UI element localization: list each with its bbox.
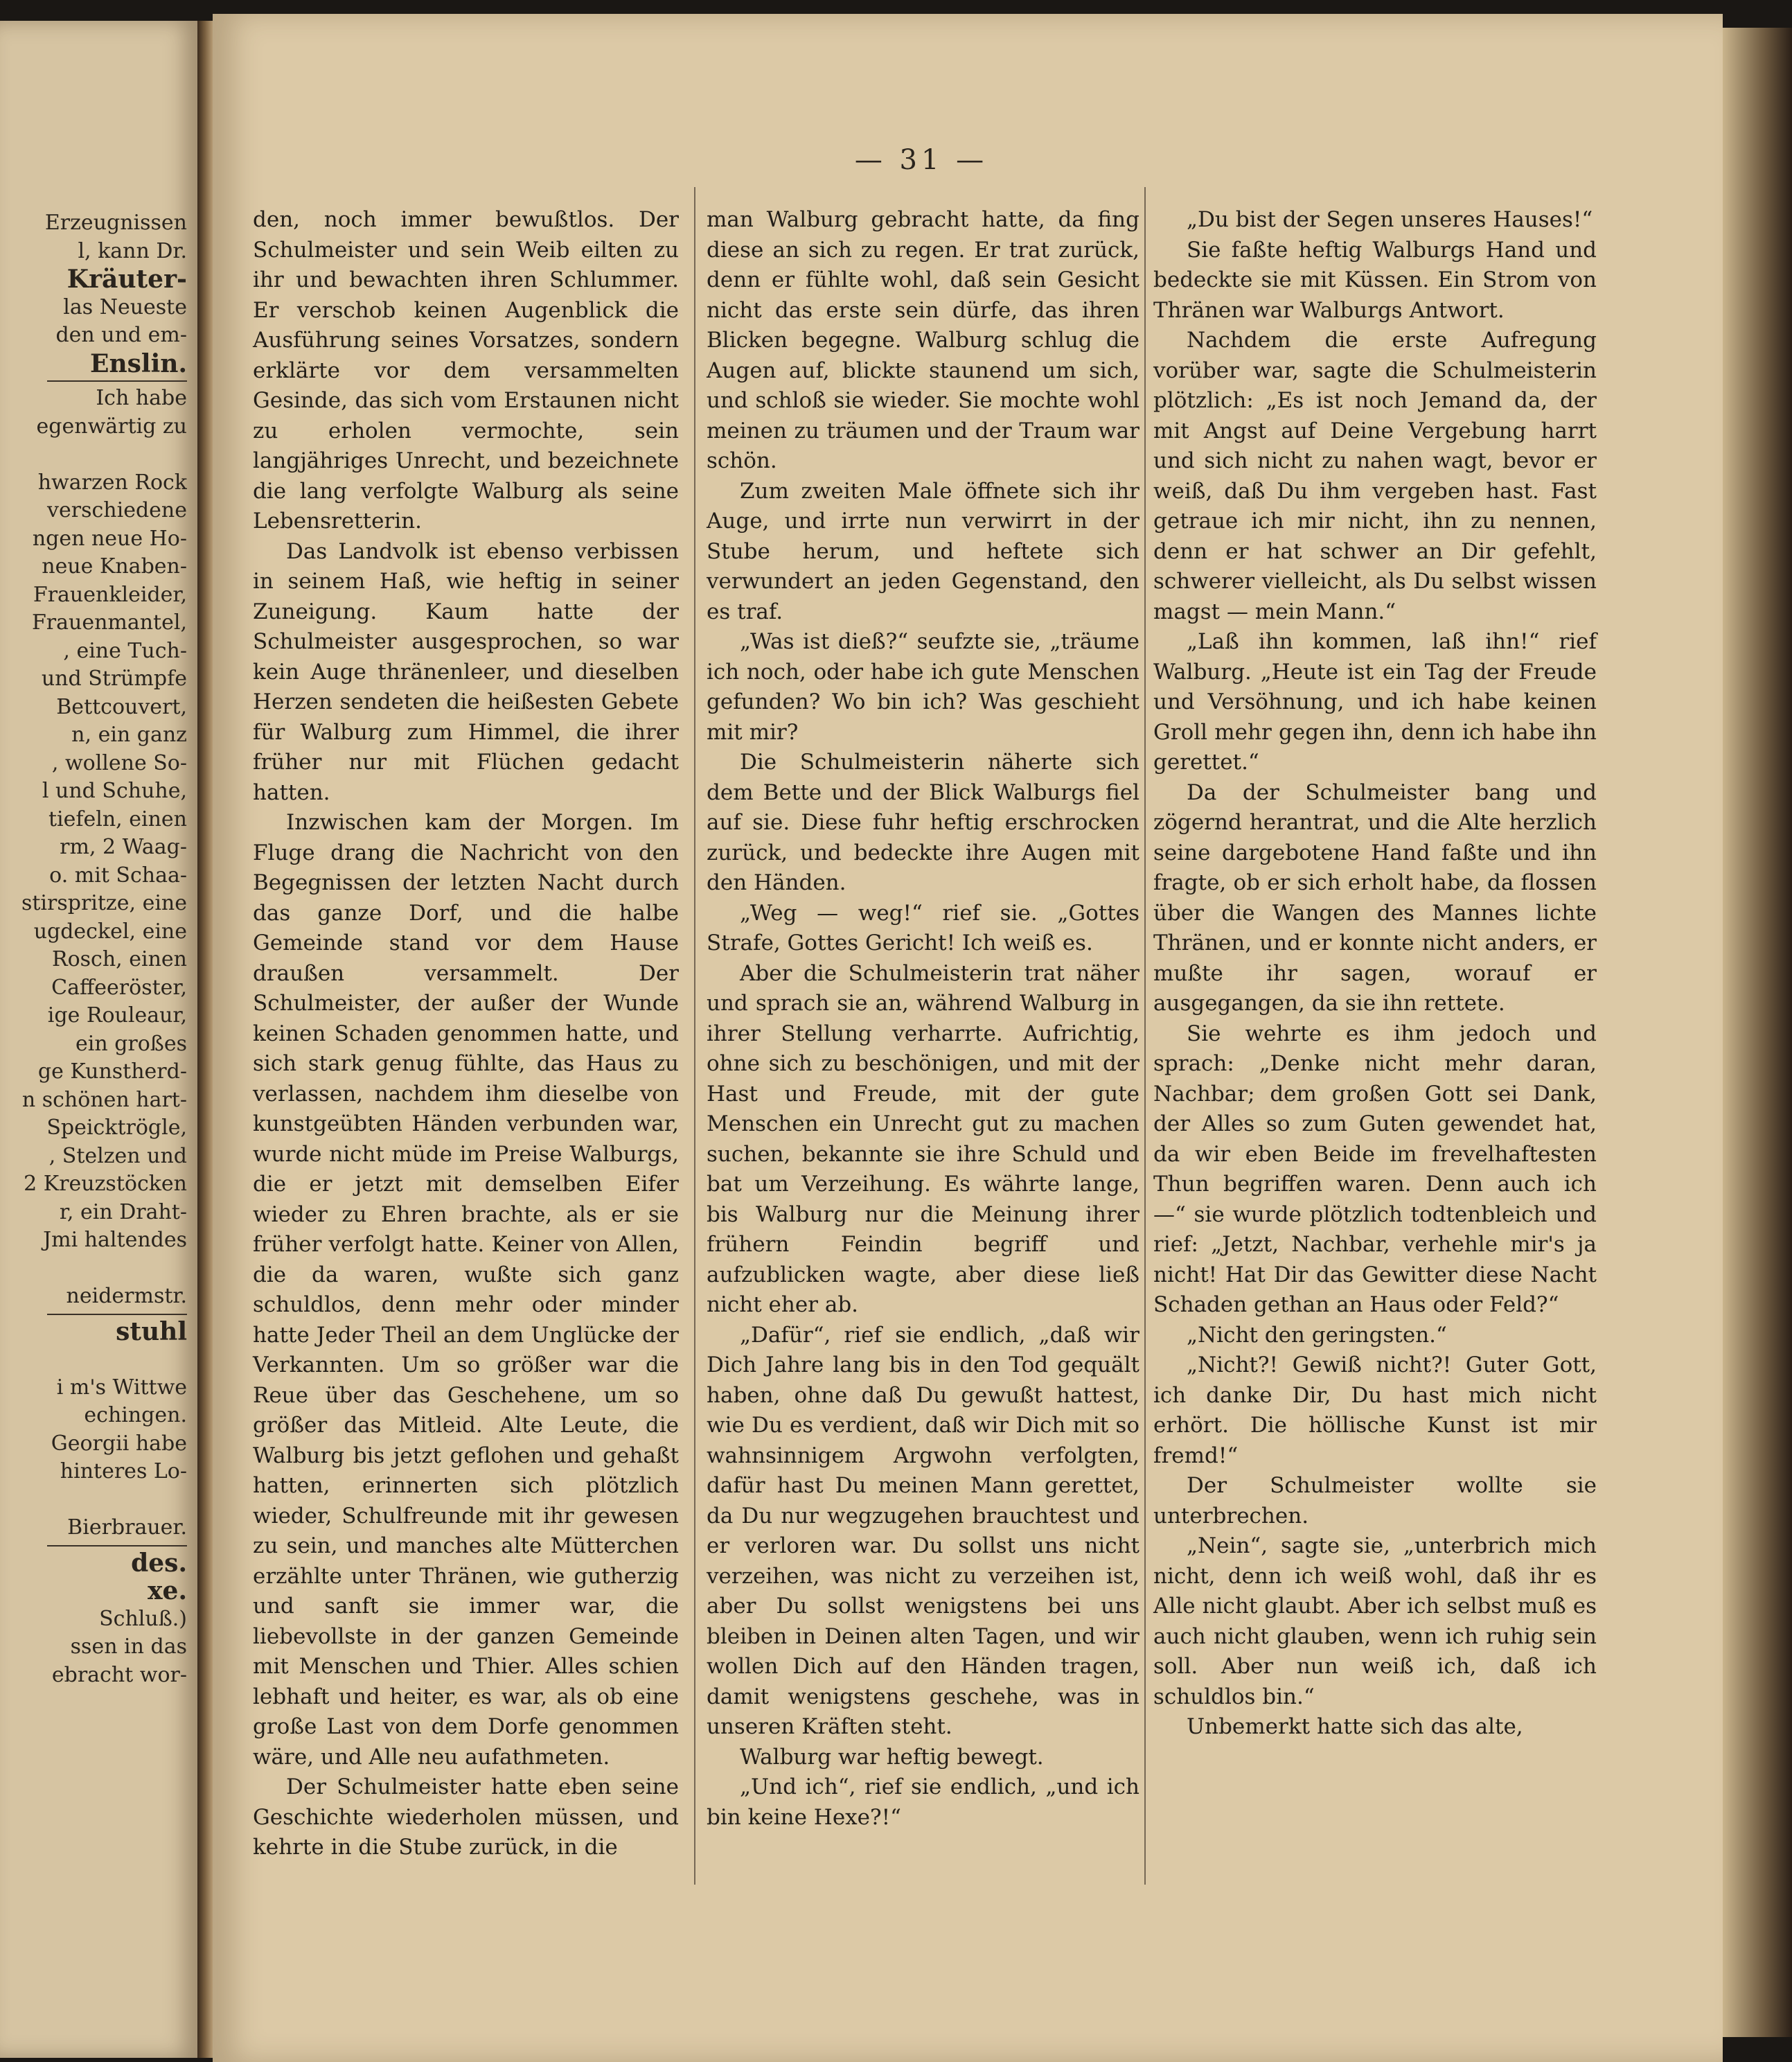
fragment-line: des. [131,1549,187,1577]
book-edge [1723,28,1792,2037]
fragment-line: Frauenmantel, [31,610,187,635]
paragraph: „Nicht den geringsten.“ [1187,1322,1447,1348]
paragraph: „Weg — weg!“ rief sie. „Gottes Strafe, Gottes Gericht! Ich weiß es. [707,900,1139,955]
fragment-line: Speicktrögle, [46,1116,187,1140]
text-column-2 [707,205,1139,1833]
fragment-line: stuhl [116,1317,187,1346]
fragment-line: n schönen hart- [21,1087,187,1112]
paragraph: „Und ich“, rief sie endlich, „und ich bin keine Hexe?!“ [707,1774,1139,1830]
fragment-line: Kräuter- [66,265,187,294]
paragraph: Das Landvolk ist ebenso verbissen in seinem Haß, wie heftig in seiner Zuneigung. Kaum hatte der Schulmeister ausgesprochen, so war kein Auge thränenleer, und dieselben Herzen sendeten die heißesten Gebete für Walburg zum Himmel, die ihrer früher nur mit Flüchen gedacht hatten. [253,538,679,805]
fragment-line: rm, 2 Waag- [60,835,187,859]
fragment-line: ugdeckel, eine [33,919,187,944]
fragment-line: , wollene So- [51,750,187,775]
separator-rule [47,380,187,382]
fragment-line: hwarzen Rock [37,470,187,495]
paragraph: Sie wehrte es ihm jedoch und sprach: „Denke nicht mehr daran, Nachbar; dem großen Gott sei Dank, der Alles so zum Guten gewendet hat, da wir eben Beide im frevelhaftesten Thun begriffen waren. Denn auch ich —“ sie wurde plötzlich todtenbleich und rief: „Jetzt, Nachbar, verhehle mir's ja nicht! Hat Dir das Gewitter diese Nacht Schaden gethan an Haus oder Feld?“ [1153,1021,1597,1317]
fragment-line: Ich habe [96,386,187,410]
column-divider [1144,187,1146,1885]
fragment-line: l, kann Dr. [78,238,187,263]
fragment-line: l und Schuhe, [42,779,187,803]
fragment-line: neue Knaben- [42,554,187,579]
paragraph: „Was ist dieß?“ seufzte sie, „träume ich noch, oder habe ich gute Menschen gefunden? Wo bin ich? Was geschieht mit mir? [707,629,1139,745]
paragraph: Aber die Schulmeisterin trat näher und sprach sie an, während Walburg in ihrer Stellung verharrte. Aufrichtig, ohne sich zu beschönigen, und mit der Hast und Freude, mit der gute Menschen ein Unrecht gut zu machen suchen, bekannte sie ihre Schuld und bat um Verzeihung. Es währte lange, bis Walburg nur die Meinung ihrer frühern Feindin begriff und aufzublicken wagte, aber diese ließ nicht eher ab. [707,960,1139,1317]
fragment-line: den und em- [55,323,187,347]
page-number: — 31 — [854,144,988,176]
fragment-line [6,441,187,469]
paragraph: „Nicht?! Gewiß nicht?! Guter Gott, ich danke Dir, Du hast mich nicht erhört. Die höllische Kunst ist mir fremd!“ [1153,1352,1597,1468]
fragment-line: und Strümpfe [41,667,187,691]
fragment-line: ige Rouleaur, [47,1003,187,1028]
paragraph: Unbemerkt hatte sich das alte, [1187,1714,1523,1739]
paragraph: Die Schulmeisterin näherte sich dem Bette und der Blick Walburgs fiel auf sie. Diese fuhr heftig erschrocken zurück, und bedeckte ihre Augen mit den Händen. [707,750,1139,895]
separator-rule [47,1545,187,1546]
fragment-line: egenwärtig zu [36,414,187,439]
fragment-line: 2 Kreuzstöcken [24,1172,187,1196]
paragraph: man Walburg gebracht hatte, da fing diese an sich zu regen. Er trat zurück, denn er fühlte wohl, daß sein Gesicht nicht das erste sein dürfe, das ihren Blicken begegne. Walburg schlug die Augen auf, blickte staunend um sich, und schloß sie wieder. Sie mochte wohl meinen zu träumen und der Traum war schön. [707,207,1139,473]
fragment-line: Erzeugnissen [44,211,187,235]
text-column-3 [1153,205,1597,1743]
adjacent-page-fragment [0,21,197,2058]
paragraph: „Du bist der Segen unseres Hauses!“ [1187,207,1593,232]
separator-rule [47,1314,187,1315]
paragraph: „Laß ihn kommen, laß ihn!“ rief Walburg. „Heute ist ein Tag der Freude und Versöhnung, und ich habe keinen Groll mehr gegen ihn, denn ich habe ihn gerettet.“ [1153,629,1597,775]
adjacent-page-text [6,209,187,1689]
fragment-line: Enslin. [90,349,187,378]
fragment-line: Georgii habe [51,1431,187,1456]
fragment-line: hinteres Lo- [60,1459,187,1483]
fragment-line: neidermstr. [66,1284,187,1308]
fragment-line: xe. [148,1577,187,1605]
fragment-line: tiefeln, einen [48,807,187,831]
fragment-line: Jmi haltendes [43,1228,187,1252]
fragment-line: Schluß.) [99,1606,187,1631]
fragment-line: ngen neue Ho- [32,526,187,551]
paragraph: Der Schulmeister hatte eben seine Geschichte wiederholen müssen, und kehrte in die Stube zurück, in die [253,1774,679,1860]
fragment-line: stirspritze, eine [21,891,187,915]
fragment-line: ge Kunstherd- [37,1059,187,1084]
fragment-line [6,1346,187,1374]
fragment-line: r, ein Draht- [59,1199,187,1224]
paragraph: „Dafür“, rief sie endlich, „daß wir Dich Jahre lang bis in den Tod gequält haben, ohne daß Du gewußt hattest, wie Du es verdient, daß wir Dich mit so wahnsinnigem Argwohn verfolgten, dafür hast Du meinen Mann gerettet, da Du nur wegzugehen brauchtest und er verloren war. Du sollst uns nicht verzeihen, was nicht zu verzeihen ist, aber Du sollst wenigstens bei uns bleiben in Deinen alten Tagen, und wir wollen Dich auf den Händen tragen, damit wenigstens geschehe, was in unseren Kräften steht. [707,1322,1139,1739]
fragment-line [6,1486,187,1515]
fragment-line: verschiedene [47,498,187,522]
paragraph: „Nein“, sagte sie, „unterbrich mich nicht, denn ich weiß wohl, daß ihr es Alle nicht glaubt. Aber ich selbst muß es auch nicht glauben, wenn ich ruhig sein soll. Aber nun weiß ich, daß ich schuldlos bin.“ [1153,1533,1597,1709]
paragraph: den, noch immer bewußtlos. Der Schulmeister und sein Weib eilten zu ihr und bewachten ihren Schlummer. Er verschob keinen Augenblick die Ausführung seines Vorsatzes, sondern erklärte vor dem versammelten Gesinde, das sich vom Erstaunen nicht zu erholen vermochte, sein langjähriges Unrecht, und bezeichnete die lang verfolgte Walburg als seine Lebensretterin. [253,207,679,534]
fragment-line: o. mit Schaa- [49,863,187,888]
paragraph: Zum zweiten Male öffnete sich ihr Auge, und irrte nun verwirrt in der Stube herum, und heftete sich verwundert an jeden Gegenstand, den es traf. [707,478,1139,624]
fragment-line: n, ein ganz [71,723,187,747]
fragment-line: Caffeeröster, [51,975,187,1000]
paragraph: Nachdem die erste Aufregung vorüber war, sagte die Schulmeisterin plötzlich: „Es ist noch Jemand da, der mit Angst auf Deine Vergebung harrt und sich nicht zu nahen wagt, bevor er weiß, daß Du ihm vergeben hast. Fast getraue ich mir nicht, ihn zu nennen, denn er hat schwer an Dir gefehlt, schwerer vielleicht, als Du selbst wissen magst — mein Mann.“ [1153,328,1597,624]
fragment-line: , eine Tuch- [63,638,187,663]
fragment-line: Bierbrauer. [67,1515,187,1540]
fragment-line: ebracht wor- [51,1662,187,1687]
fragment-line: ein großes [75,1031,187,1056]
fragment-line: , Stelzen und [48,1143,187,1168]
paragraph: Da der Schulmeister bang und zögernd herantrat, und die Alte herzlich seine dargebotene Hand faßte und ihn fragte, ob er sich erholt habe, da flossen über die Wangen des Mannes lichte Thränen, und er konnte nicht anders, er mußte ihr sagen, worauf er ausgegangen, da sie ihn rettete. [1153,779,1597,1016]
text-column-1 [253,205,679,1863]
paragraph: Walburg war heftig bewegt. [740,1744,1044,1770]
fragment-line: Bettcouvert, [56,694,187,719]
fragment-line: Frauenkleider, [33,582,187,607]
binding-gutter [197,21,213,2058]
fragment-line: i m's Wittwe [56,1375,187,1400]
paragraph: Der Schulmeister wollte sie unterbrechen. [1153,1473,1597,1528]
fragment-line: ssen in das [70,1634,187,1659]
column-divider [694,187,695,1885]
fragment-line: echingen. [84,1403,187,1427]
paragraph: Sie faßte heftig Walburgs Hand und bedeckte sie mit Küssen. Ein Strom von Thränen war Walburgs Antwort. [1153,237,1597,323]
fragment-line [6,1255,187,1283]
paragraph: Inzwischen kam der Morgen. Im Fluge drang die Nachricht von den Begegnissen der letzten Nacht durch das ganze Dorf, und die halbe Gemeinde stand vor dem Hause draußen versammelt. Der Schulmeister, der außer der Wunde keinen Schaden genommen hatte, und sich stark genug fühlte, das Haus zu verlassen, nachdem ihm dieselbe von kunstgeübten Händen verbunden war, wurde nicht müde im Preise Walburgs, die er jetzt mit demselben Eifer wieder zu Ehren brachte, als er sie früher verfolgt hatte. Keiner von Allen, die da waren, wußte sich ganz schuldlos, denn mehr oder minder hatte Jeder Theil an dem Unglücke der Verkannten. Um so größer war die Reue über das Geschehene, um so größer das Mitleid. Alte Leute, die Walburg bis jetzt geflohen und gehaßt hatten, erinnerten sich plötzlich wieder, Schulfreunde mit ihr gewesen zu sein, und manches alte Mütterchen erzählte unter Thränen, wie gutherzig und sanft sie immer war, die liebevollste in der ganzen Gemeinde mit Menschen und Thier. Alles schien lebhaft und heiter, es war, als ob eine große Last von dem Dorfe genommen wäre, und Alle neu aufathmeten. [253,810,679,1770]
fragment-line: las Neueste [63,294,187,319]
fragment-line: Rosch, einen [52,947,187,971]
